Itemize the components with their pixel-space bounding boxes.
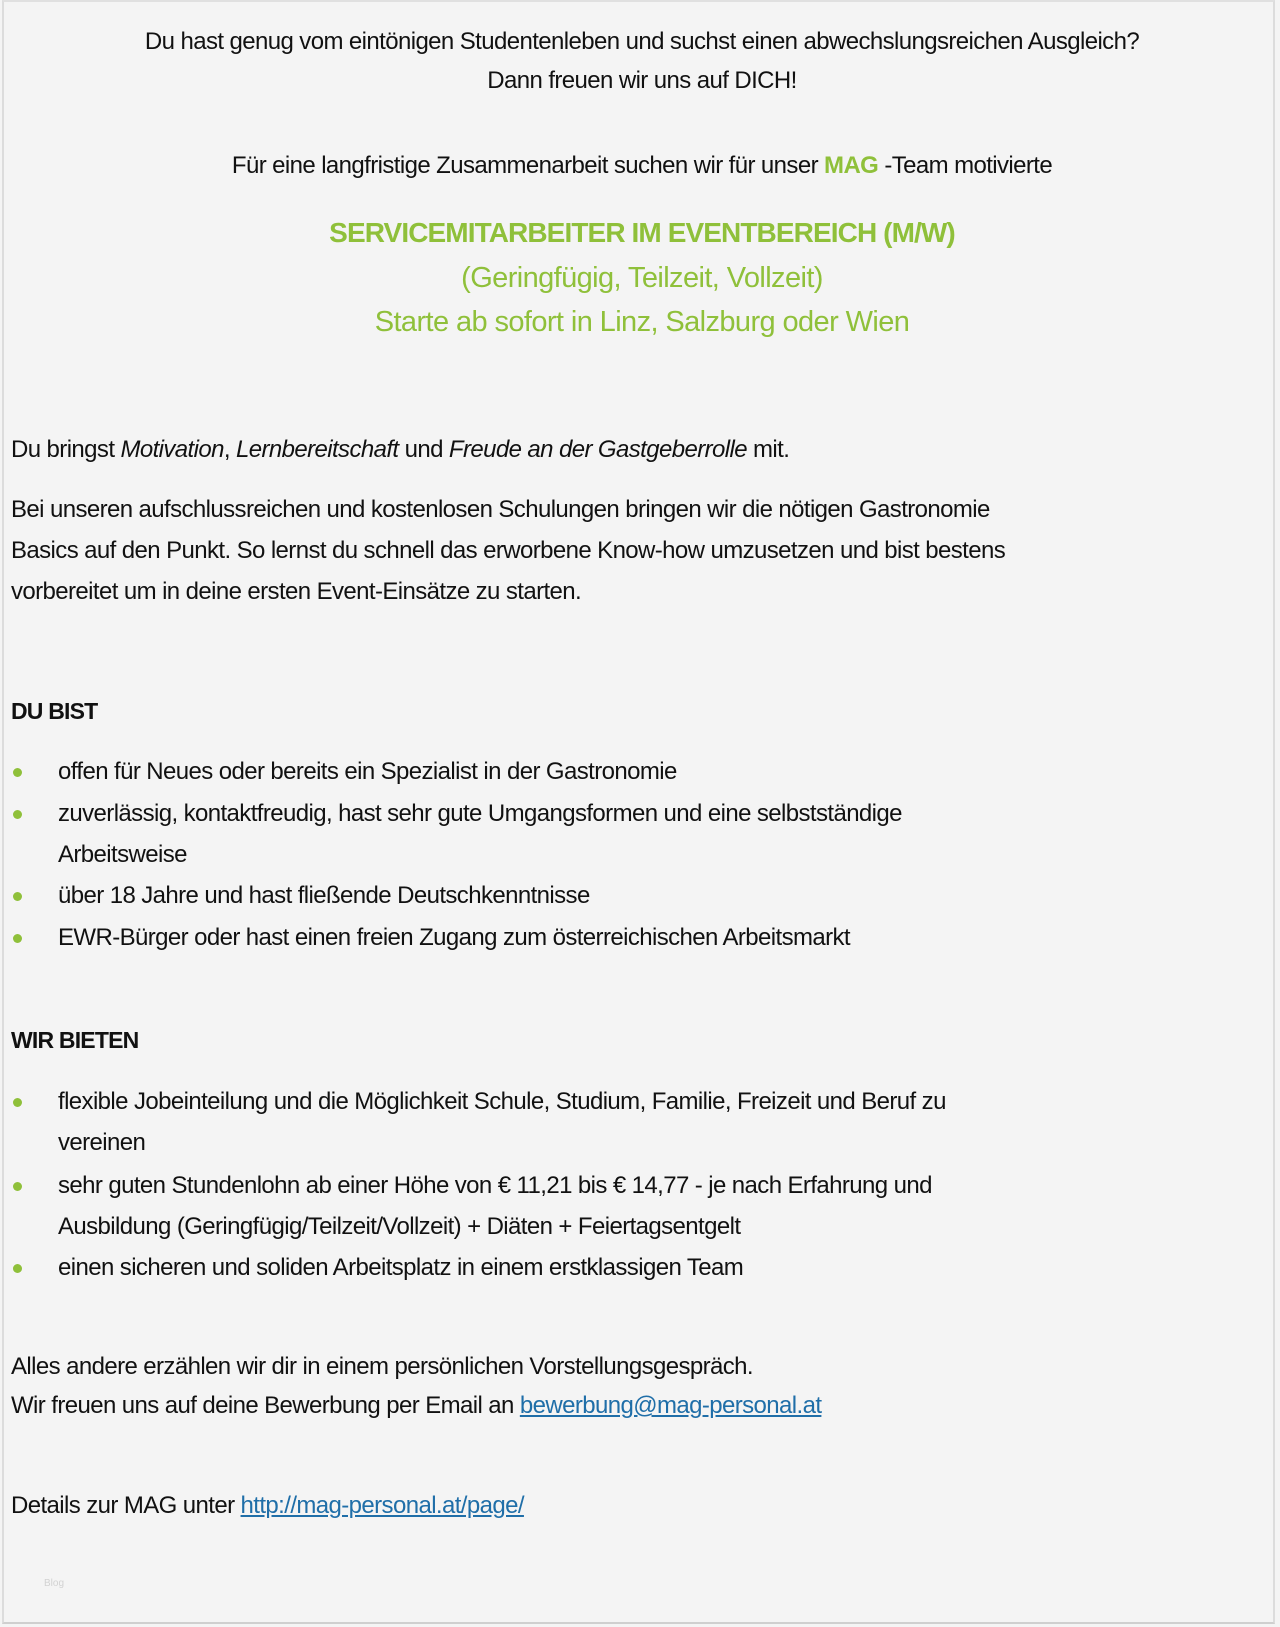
closing-line-1: Alles andere erzählen wir dir in einem persönlichen Vorstellungsgespräch.	[11, 1353, 753, 1380]
bullet-icon	[13, 768, 22, 777]
list-item-text: flexible Jobeinteilung und die Möglichkeit Schule, Studium, Familie, Freizeit und Beruf zu	[58, 1088, 946, 1115]
list-item-text: einen sicheren und soliden Arbeitsplatz in einem erstklassigen Team	[58, 1254, 744, 1281]
motivation-prefix: Du bringst	[11, 436, 121, 463]
document-page	[2, 0, 1275, 1624]
motivation-item-1: Motivation	[120, 436, 224, 463]
employment-types: (Geringfügig, Teilzeit, Vollzeit)	[461, 262, 823, 294]
motivation-sep-1: ,	[223, 436, 236, 463]
intro-line-1: Du hast genug vom eintönigen Studentenleben und suchst einen abwechslungsreichen Ausgleich?	[144, 28, 1140, 55]
list-item-text: zuverlässig, kontaktfreudig, hast sehr gute Umgangsformen und eine selbstständige	[58, 800, 902, 827]
list-item-text: sehr guten Stundenlohn ab einer Höhe von € 11,21 bis € 14,77 - je nach Erfahrung und	[58, 1172, 932, 1199]
training-line-1: Bei unseren aufschlussreichen und kostenlosen Schulungen bringen wir die nötigen Gastronomie	[11, 496, 990, 523]
motivation-paragraph	[11, 435, 789, 465]
details-prefix: Details zur MAG unter	[11, 1492, 241, 1519]
email-link[interactable]: bewerbung@mag-personal.at	[519, 1392, 822, 1419]
job-locations: Starte ab sofort in Linz, Salzburg oder Wien	[374, 306, 910, 338]
closing-email-line	[11, 1391, 821, 1421]
motivation-item-3: Freude an der Gastgeberrolle	[448, 436, 747, 463]
details-line	[11, 1491, 524, 1521]
training-line-3: vorbereitet um in deine ersten Event-Einsätze zu starten.	[11, 578, 582, 605]
bullet-icon	[13, 810, 22, 819]
training-line-2: Basics auf den Punkt. So lernst du schnell das erworbene Know-how umzusetzen und bist bestens	[11, 537, 1006, 564]
watermark: Blog	[44, 1578, 65, 1589]
list-item-text-cont: Ausbildung (Geringfügig/Teilzeit/Vollzeit) + Diäten + Feiertagsentgelt	[58, 1213, 741, 1240]
list-item-text: EWR-Bürger oder hast einen freien Zugang zum österreichischen Arbeitsmarkt	[58, 924, 850, 951]
list-item-text: offen für Neues oder bereits ein Spezialist in der Gastronomie	[58, 758, 677, 785]
bullet-icon	[13, 1182, 22, 1191]
bullet-icon	[13, 934, 22, 943]
motivation-item-2: Lernbereitschaft	[235, 436, 399, 463]
bullet-icon	[13, 1264, 22, 1273]
motivation-suffix: mit.	[746, 436, 790, 463]
motivation-sep-2: und	[398, 436, 449, 463]
bullet-icon	[13, 1098, 22, 1107]
bullet-icon	[13, 892, 22, 901]
wir-bieten-heading: WIR BIETEN	[11, 1027, 139, 1053]
team-suffix: -Team motivierte	[878, 152, 1053, 179]
intro-line-2: Dann freuen wir uns auf DICH!	[487, 67, 797, 94]
list-item-text-cont: Arbeitsweise	[58, 841, 187, 868]
job-title: SERVICEMITARBEITER IM EVENTBEREICH (M/W)	[329, 217, 955, 248]
email-prefix: Wir freuen uns auf deine Bewerbung per Email an	[11, 1392, 520, 1419]
team-line	[4, 151, 1280, 181]
list-item-text: über 18 Jahre und hast fließende Deutschkenntnisse	[58, 882, 590, 909]
details-link[interactable]: http://mag-personal.at/page/	[240, 1492, 524, 1519]
team-prefix: Für eine langfristige Zusammenarbeit suchen wir für unser	[231, 152, 825, 179]
brand-mag: MAG	[824, 152, 879, 179]
du-bist-heading: DU BIST	[11, 698, 98, 724]
list-item-text-cont: vereinen	[58, 1129, 146, 1156]
